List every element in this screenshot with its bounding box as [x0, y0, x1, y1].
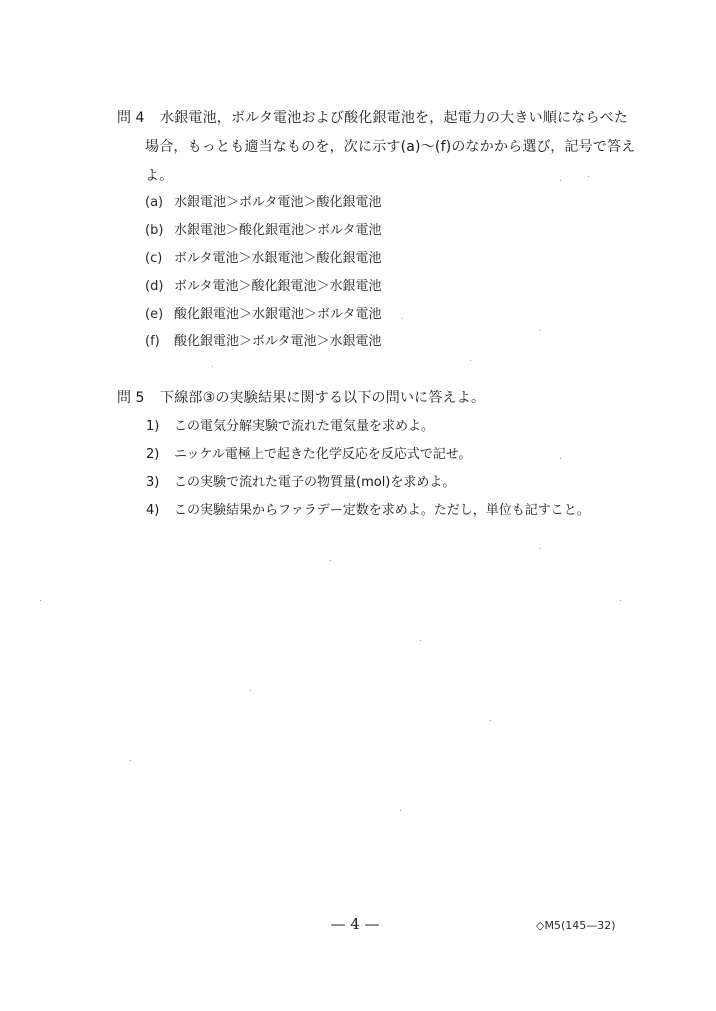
subquestion-4-text: この実験結果からファラデー定数を求めよ。ただし，単位も記すこと。 [174, 503, 590, 518]
subquestion-3-text: この実験で流れた電子の物質量(mol)を求めよ。 [174, 475, 456, 490]
subquestion-2-number: 2) [146, 447, 160, 462]
subquestion-1-text: この電気分解実験で流れた電気量を求めよ。 [174, 419, 435, 434]
subquestion-2-text: ニッケル電極上で起きた化学反応を反応式で記せ。 [174, 447, 472, 462]
document-code: ◇M5(145—32) [536, 919, 616, 932]
option-f-text: 酸化銀電池＞ボルタ電池＞水銀電池 [174, 334, 382, 349]
option-a-text: 水銀電池＞ボルタ電池＞酸化銀電池 [174, 195, 382, 210]
option-b-text: 水銀電池＞酸化銀電池＞ボルタ電池 [174, 223, 382, 238]
option-d-label: (d) [145, 279, 164, 294]
subquestion-4-number: 4) [146, 503, 160, 518]
option-a-label: (a) [145, 195, 164, 210]
option-e-text: 酸化銀電池＞水銀電池＞ボルタ電池 [174, 307, 382, 322]
question-4-text-line-3: よ。 [145, 168, 174, 184]
question-5-number: 問 5 [117, 390, 145, 406]
subquestion-3-number: 3) [146, 475, 160, 490]
option-c-label: (c) [145, 251, 163, 266]
question-4-number: 問 4 [117, 110, 145, 126]
page-number: — 4 — [330, 915, 380, 933]
subquestion-1-number: 1) [146, 419, 160, 434]
option-c-text: ボルタ電池＞水銀電池＞酸化銀電池 [174, 251, 382, 266]
option-d-text: ボルタ電池＞酸化銀電池＞水銀電池 [174, 279, 382, 294]
question-5-intro: 下線部③の実験結果に関する以下の問いに答えよ。 [160, 390, 486, 406]
option-e-label: (e) [145, 307, 164, 322]
question-4-text-line-2: 場合，もっとも適当なものを，次に示す(a)〜(f)のなかから選び，記号で答え [145, 139, 636, 155]
option-b-label: (b) [145, 223, 164, 238]
question-4-text-line-1: 水銀電池，ボルタ電池および酸化銀電池を，起電力の大きい順にならべた [160, 110, 629, 126]
option-f-label: (f) [145, 334, 160, 349]
